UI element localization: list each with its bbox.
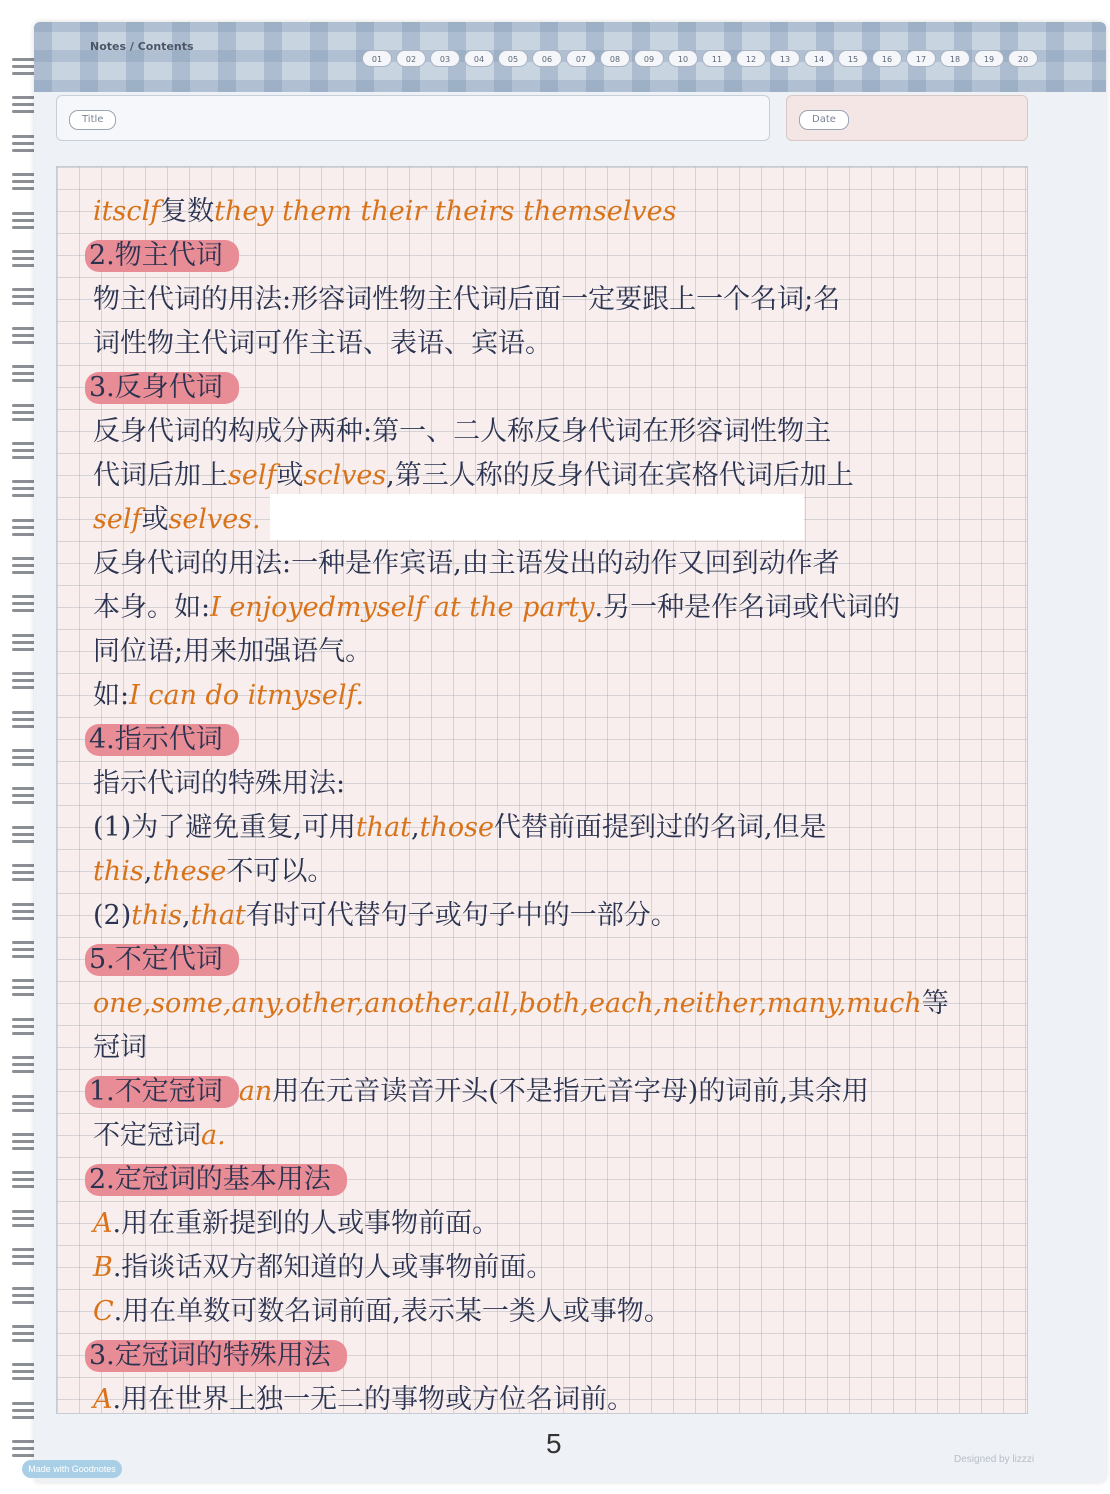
note-line <box>93 1202 1053 1246</box>
section-heading: 3.定冠词的特殊用法 <box>85 1340 347 1372</box>
english-text: that <box>355 812 412 843</box>
date-label: Date <box>799 110 849 130</box>
english-text: one,some,any,other,another,all,both,each,neither,many,much <box>93 988 922 1019</box>
chinese-text: 等 <box>921 988 949 1019</box>
note-line <box>93 1246 1053 1290</box>
note-line <box>93 850 1053 894</box>
designer-credit: Designed by lizzzi <box>954 1454 1035 1465</box>
page-number: 5 <box>546 1428 562 1459</box>
note-line <box>93 894 1053 938</box>
chinese-text: (1)为了避免重复,可用 <box>93 812 356 843</box>
chinese-text: 代替前面提到过的名词,但是 <box>493 812 827 843</box>
chinese-text: , <box>181 900 191 931</box>
chinese-text: .用在重新提到的人或事物前面。 <box>112 1208 500 1239</box>
page-tab[interactable]: 04 <box>464 50 494 67</box>
chinese-text: 或 <box>276 460 304 491</box>
goodnotes-badge[interactable]: Made with Goodnotes <box>22 1460 122 1478</box>
page-tab[interactable]: 12 <box>736 50 766 67</box>
page-tab[interactable]: 10 <box>668 50 698 67</box>
note-line <box>93 674 1053 718</box>
note-line <box>93 190 1053 234</box>
page-tab[interactable]: 07 <box>566 50 596 67</box>
note-line <box>93 586 1053 630</box>
section-heading: 1.不定冠词 <box>85 1076 239 1108</box>
page-tab[interactable]: 20 <box>1008 50 1038 67</box>
note-line <box>89 234 1053 278</box>
page-tab[interactable]: 18 <box>940 50 970 67</box>
chinese-text: 用在元音读音开头(不是指元音字母)的词前,其余用 <box>272 1076 869 1107</box>
section-heading: 4.指示代词 <box>85 724 239 756</box>
note-line <box>89 938 1053 982</box>
note-line <box>93 1378 1053 1422</box>
page-tab[interactable]: 15 <box>838 50 868 67</box>
chinese-text: 物主代词的用法:形容词性物主代词后面一定要跟上一个名词;名 <box>93 284 841 315</box>
handwritten-notes <box>89 190 1053 1422</box>
note-line <box>93 1114 1053 1158</box>
page-tab[interactable]: 14 <box>804 50 834 67</box>
note-line <box>93 410 1053 454</box>
chinese-text: 不可以。 <box>226 856 335 887</box>
page-tab[interactable]: 16 <box>872 50 902 67</box>
redaction-patch <box>270 494 804 540</box>
chinese-text: , <box>411 812 420 843</box>
date-field[interactable] <box>786 95 1028 141</box>
page-tab[interactable]: 17 <box>906 50 936 67</box>
chinese-text: 不定冠词 <box>93 1120 201 1151</box>
note-line <box>93 278 1053 322</box>
chinese-text: 复数 <box>160 196 215 227</box>
note-line <box>93 806 1053 850</box>
chinese-text: 反身代词的用法:一种是作宾语,由主语发出的动作又回到动作者 <box>93 548 840 579</box>
chinese-text: 词性物主代词可作主语、表语、宾语。 <box>93 328 552 359</box>
english-text: A <box>93 1384 113 1415</box>
note-line <box>93 1290 1053 1334</box>
page-tab[interactable]: 11 <box>702 50 732 67</box>
english-text: sclves <box>303 460 387 491</box>
english-text: this <box>93 856 144 887</box>
chinese-text: 如: <box>93 680 130 711</box>
english-text: they them their theirs themselves <box>214 196 677 227</box>
page-tab[interactable]: 08 <box>600 50 630 67</box>
english-text: an <box>238 1076 273 1107</box>
chinese-text: , <box>143 856 153 887</box>
english-text: self <box>93 504 142 535</box>
page-tab[interactable]: 09 <box>634 50 664 67</box>
chinese-text: 或 <box>141 504 169 535</box>
chinese-text: ,第三人称的反身代词在宾格代词后加上 <box>386 460 854 491</box>
note-line <box>89 1334 1053 1378</box>
note-line <box>89 718 1053 762</box>
chinese-text: 同位语;用来加强语气。 <box>93 636 373 667</box>
english-text: I enjoyedmyself at the party <box>210 592 595 623</box>
english-text: I can do itmyself. <box>129 680 365 711</box>
page-tab[interactable]: 03 <box>430 50 460 67</box>
english-text: these <box>152 856 227 887</box>
english-text: A <box>93 1208 113 1239</box>
section-heading: 2.定冠词的基本用法 <box>85 1164 347 1196</box>
note-line <box>93 630 1053 674</box>
note-line <box>93 762 1053 806</box>
chinese-text: .用在单数可数名词前面,表示某一类人或事物。 <box>113 1296 671 1327</box>
chinese-text: .用在世界上独一无二的事物或方位名词前。 <box>112 1384 635 1415</box>
page-tab[interactable]: 01 <box>362 50 392 67</box>
chinese-text: 指示代词的特殊用法: <box>93 768 346 799</box>
chinese-text: .另一种是作名词或代词的 <box>594 592 901 623</box>
page-tab[interactable]: 19 <box>974 50 1004 67</box>
chinese-text: 反身代词的构成分两种:第一、二人称反身代词在形容词性物主 <box>93 416 832 447</box>
chinese-text: 冠词 <box>93 1032 147 1063</box>
english-text: itsclf <box>93 196 161 227</box>
page-tab[interactable]: 02 <box>396 50 426 67</box>
english-text: self <box>228 460 277 491</box>
english-text: those <box>419 812 494 843</box>
section-heading: 2.物主代词 <box>85 240 239 272</box>
note-line <box>89 1158 1053 1202</box>
english-text: a. <box>201 1120 226 1151</box>
page-tab[interactable]: 05 <box>498 50 528 67</box>
english-text: that <box>190 900 246 931</box>
english-text: selves. <box>168 504 261 535</box>
note-line <box>93 982 1053 1026</box>
title-label: Title <box>69 110 116 130</box>
page-tab[interactable]: 06 <box>532 50 562 67</box>
chinese-text: 有时可代替句子或句子中的一部分。 <box>245 900 678 931</box>
note-line <box>93 1026 1053 1070</box>
note-line <box>89 366 1053 410</box>
page-tab[interactable]: 13 <box>770 50 800 67</box>
title-field[interactable] <box>56 95 770 141</box>
english-text: C <box>93 1296 114 1327</box>
note-line <box>93 454 1053 498</box>
page-tabs <box>362 50 1038 67</box>
section-heading: 5.不定代词 <box>85 944 239 976</box>
note-line <box>93 322 1053 366</box>
chinese-text: (2) <box>93 900 132 931</box>
note-line <box>93 542 1053 586</box>
chinese-text: .指谈话双方都知道的人或事物前面。 <box>112 1252 554 1283</box>
english-text: B <box>93 1252 113 1283</box>
section-heading: 3.反身代词 <box>85 372 239 404</box>
breadcrumb[interactable]: Notes / Contents <box>90 40 194 53</box>
chinese-text: 代词后加上 <box>93 460 228 491</box>
note-line <box>89 1070 1053 1114</box>
chinese-text: 本身。如: <box>93 592 211 623</box>
english-text: this <box>131 900 182 931</box>
